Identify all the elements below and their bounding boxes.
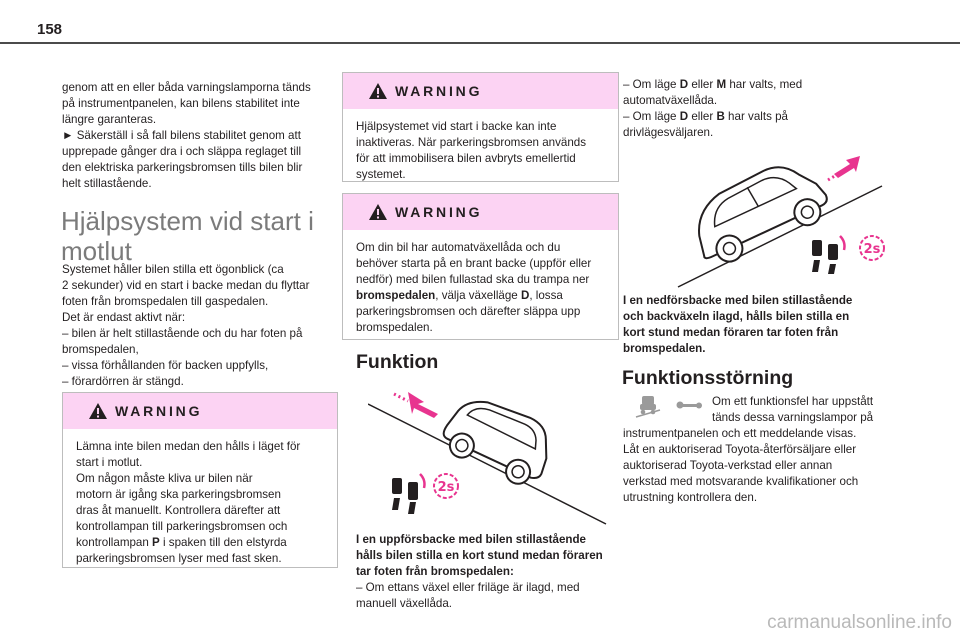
text-span: eller	[688, 110, 717, 123]
text-line: upprepade gånger dra i och släppa reglaget till	[62, 145, 302, 158]
section-heading-hill-start	[61, 206, 314, 266]
motion-arrow-icon	[394, 392, 438, 418]
text-line: Låt en auktoriserad Toyota-återförsäljare eller	[623, 443, 857, 456]
car-side-view-image	[682, 151, 835, 271]
caption-line: hålls bilen stilla en kort stund medan föraren	[356, 549, 603, 562]
warning-lamps-image	[624, 393, 704, 419]
text-span: eller	[688, 78, 717, 91]
uphill-illustration	[368, 388, 608, 526]
wrench-icon	[677, 402, 703, 409]
warning-triangle-icon	[368, 203, 388, 221]
text-line: tänds dessa varningslampor på	[712, 411, 874, 424]
text-line: – vissa förhållanden för backen uppfylls,	[62, 359, 269, 372]
warning-box-3	[342, 193, 619, 340]
page-number: 158	[37, 21, 63, 38]
bold-text: D	[679, 78, 689, 91]
heading-line: Hjälpsystem vid start i	[61, 206, 314, 236]
text-line: Om någon måste kliva ur bilen när	[76, 472, 253, 485]
motion-arrow-icon	[828, 156, 860, 180]
caption-line: tar foten från bromspedalen:	[356, 565, 514, 578]
uphill-caption	[356, 532, 621, 612]
text-line: bromspedalen.	[356, 321, 433, 334]
text-line: manuell växellåda.	[356, 597, 453, 610]
warning-body	[343, 109, 618, 183]
gear-conditions	[623, 77, 923, 141]
text-line: parkeringsbromsen lyser med fast sken.	[76, 552, 282, 565]
downhill-illustration	[650, 150, 905, 290]
warning-title: WARNING	[395, 83, 483, 99]
section-heading-malfunction: Funktionsstörning	[622, 367, 794, 389]
text-line: 2 sekunder) vid en start i backe medan du flyttar	[62, 279, 310, 292]
malfunction-body	[623, 426, 923, 506]
text-line: Systemet håller bilen stilla ett ögonblick (ca	[62, 263, 284, 276]
hill-start-body	[62, 262, 347, 390]
warning-title: WARNING	[395, 204, 483, 220]
section-heading-function: Funktion	[356, 351, 439, 373]
warning-triangle-icon	[368, 82, 388, 100]
caption-line: och backväxeln ilagd, hålls bilen stilla en	[623, 310, 850, 323]
text-line: verkstad med motsvarande kvalifikationer och	[623, 475, 859, 488]
text-span: kontrollampan	[76, 536, 153, 549]
text-line: instrumentpanelen och ett meddelande visas.	[623, 427, 857, 440]
text-span: , välja växelläge	[435, 289, 521, 302]
heading-line: motlut	[61, 236, 132, 266]
warning-body	[63, 429, 337, 567]
watermark: carmanualsonline.info	[767, 612, 952, 633]
text-line: helt stillastående.	[62, 177, 152, 190]
text-line: dras åt manuellt. Kontrollera därefter att	[76, 504, 281, 517]
text-line: på instrumentpanelen, kan bilens stabilitet inte	[62, 97, 300, 110]
text-line: Om ett funktionsfel har uppstått	[712, 395, 874, 408]
svg-text:2s: 2s	[863, 242, 881, 257]
caption-line: I en nedförsbacke med bilen stillastående	[623, 294, 853, 307]
text-line	[76, 535, 325, 551]
text-line: drivlägesväljaren.	[623, 126, 714, 139]
bold-text: D	[520, 289, 530, 302]
text-line: för att immobilisera bilen avbryts emellertid	[356, 152, 576, 165]
text-line: Lämna inte bilen medan den hålls i läget för	[76, 440, 301, 453]
text-line: parkeringsbromsen och därefter släppa upp	[356, 305, 581, 318]
warning-box-1	[62, 392, 338, 568]
text-span: – Om läge	[623, 110, 680, 123]
text-line: – förardörren är stängd.	[62, 375, 184, 388]
text-line: systemet.	[356, 168, 406, 181]
text-span: – Om läge	[623, 78, 680, 91]
caption-line: I en uppförsbacke med bilen stillastående	[356, 533, 587, 546]
malfunction-body-short	[712, 394, 922, 426]
two-second-timer-icon	[860, 236, 884, 260]
text-line: bromspedalen,	[62, 343, 139, 356]
text-line: – bilen är helt stillastående och du har foten på	[62, 327, 303, 340]
caption-line: bromspedalen.	[623, 342, 706, 355]
caption-line: kort stund medan föraren tar foten från	[623, 326, 839, 339]
text-line: foten från bromspedalen till gaspedalen.	[62, 295, 269, 308]
warning-header	[63, 393, 337, 429]
bold-text: B	[716, 110, 725, 123]
warning-header	[343, 73, 618, 109]
text-span: har valts på	[724, 110, 788, 123]
hill-start-lamp-icon	[636, 396, 660, 417]
intro-text	[62, 80, 342, 192]
text-line: längre garanteras.	[62, 113, 157, 126]
text-line: – Om ettans växel eller friläge är ilagd, med	[356, 581, 580, 594]
text-line: genom att en eller båda varningslamporna tänds	[62, 81, 311, 94]
text-line: Det är endast aktivt när:	[62, 311, 186, 324]
text-line: utrustning kontrollera den.	[623, 491, 758, 504]
text-line: behöver starta på en brant backe (uppför eller	[356, 257, 592, 270]
text-line: Hjälpsystemet vid start i backe kan inte	[356, 120, 557, 133]
header-rule	[0, 42, 960, 44]
text-line	[623, 109, 923, 125]
bold-text: P	[152, 536, 160, 549]
warning-title: WARNING	[115, 403, 203, 419]
text-span: har valts, med	[726, 78, 803, 91]
warning-box-2	[342, 72, 619, 182]
two-second-timer-icon	[434, 474, 458, 498]
svg-text:2s: 2s	[437, 480, 455, 495]
text-line: start i motlut.	[76, 456, 143, 469]
downhill-caption	[623, 293, 913, 357]
text-line: motorn är igång ska parkeringsbromsen	[76, 488, 281, 501]
text-line	[356, 288, 606, 304]
bold-text: bromspedalen	[356, 289, 436, 302]
pedal-foot-icon	[392, 474, 425, 514]
warning-header	[343, 194, 618, 230]
text-line: Om din bil har automatväxellåda och du	[356, 241, 561, 254]
text-line: ► Säkerställ i så fall bilens stabilitet genom att	[62, 129, 301, 142]
text-span: , lossa	[529, 289, 563, 302]
text-line: nedför) med bilen fullastad ska du trampa ner	[356, 273, 590, 286]
bold-text: D	[679, 110, 689, 123]
text-line: auktoriserad Toyota-verkstad eller annan	[623, 459, 833, 472]
bold-text: M	[716, 78, 727, 91]
pedal-foot-icon	[812, 236, 845, 274]
text-line	[623, 77, 923, 93]
text-line: den elektriska parkeringsbromsen tills bilen blir	[62, 161, 303, 174]
text-line: kontrollampan till parkeringsbromsen och	[76, 520, 288, 533]
text-span: i spaken till den elstyrda	[159, 536, 287, 549]
warning-triangle-icon	[88, 402, 108, 420]
text-line: automatväxellåda.	[623, 94, 718, 107]
warning-body	[343, 230, 618, 336]
car-rear-view-image	[437, 388, 561, 492]
text-line: inaktiveras. När parkeringsbromsen används	[356, 136, 587, 149]
